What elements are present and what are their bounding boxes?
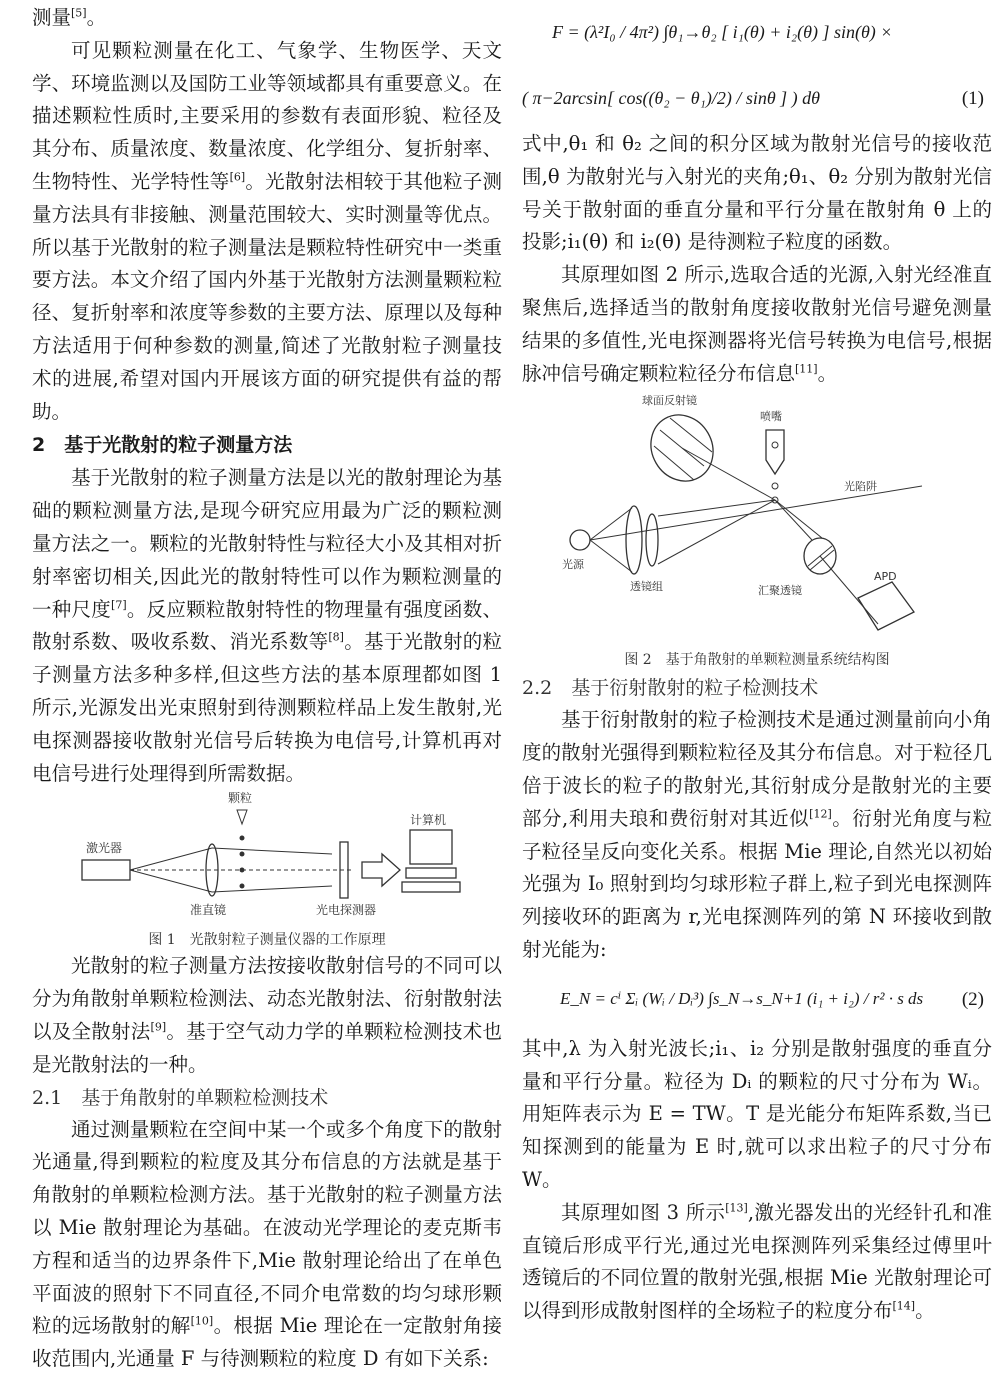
citation[interactable]: [14]	[892, 1299, 916, 1313]
arrow	[362, 854, 400, 886]
computer-monitor	[410, 830, 452, 864]
paragraph: 基于光散射的粒子测量方法是以光的散射理论为基础的颗粒测量方法,是现今研究应用最为广泛的颗粒测量方法之一。颗粒的光散射特性与粒径大小及其相对折射率密切相关,因此光的散射特性可以作为颗粒测量的一种尺度[7]。反应颗粒散射特性的物理量有强度函数、散射系数、吸收系数、消光系数等[8]。基于光散射的粒子测量方法多种多样,但这些方法的基本原理都如图 1 所示,光源发出光束照射到待测颗粒样品上发生散射,光电探测器接收散射光信号后转换为电信号,计算机再对电信号进行处理得到所需数据。	[32, 466, 502, 785]
citation[interactable]: [12]	[809, 807, 832, 821]
paragraph: 其原理如图 2 所示,选取合适的光源,入射光经准直聚焦后,选择适当的散射角度接收散射光信号避免测量结果的多值性,光电探测器将光信号转换为电信号,根据脉冲信号确定颗粒粒径分布信息[11]。	[522, 263, 992, 385]
citation[interactable]: [6]	[229, 170, 246, 184]
citation[interactable]: [8]	[328, 630, 344, 644]
citation[interactable]: [13]	[725, 1201, 748, 1215]
fig1-label-collimator: 准直镜	[190, 903, 227, 918]
paragraph: 光散射的粒子测量方法按接收散射信号的不同可以分为角散射单颗粒检测法、动态光散射法、衍射散射法以及全散射法[9]。基于空气动力学的单颗粒检测技术也是光散射法的一种。	[32, 954, 502, 1076]
apd-detector	[858, 582, 914, 630]
fig2-label-apd: APD	[874, 570, 897, 584]
fig2-label-source: 光源	[562, 558, 584, 572]
fig2-label-converge: 汇聚透镜	[758, 584, 802, 598]
paragraph: 式中,θ₁ 和 θ₂ 之间的积分区域为散射光信号的接收范围,θ 为散射光与入射光的夹角;θ₁、θ₂ 分别为散射光信号关于散射面的垂直分量和平行分量在散射角 θ 上的投影;i₁(θ) 和 i₂(θ) 是待测粒子粒度的函数。	[522, 132, 992, 254]
subsection-heading: 2.1 基于角散射的单颗粒检测技术	[32, 1086, 329, 1109]
subsection-heading: 2.2 基于衍射散射的粒子检测技术	[522, 677, 819, 700]
fig2-label-lensgroup: 透镜组	[630, 580, 663, 594]
citation[interactable]: [5]	[71, 6, 87, 20]
citation[interactable]: [7]	[111, 598, 127, 612]
equation-1-line-2: ( π−2arcsin[ cos((θ₂ − θ₁)/2) / sinθ ] ) dθ	[522, 88, 821, 108]
figure-2-diagram	[522, 390, 992, 645]
citation[interactable]: [10]	[190, 1314, 214, 1328]
section-heading: 2 基于光散射的粒子测量方法	[32, 434, 293, 457]
paragraph: 可见颗粒测量在化工、气象学、生物医学、天文学、环境监测以及国防工业等领域都具有重要意义。在描述颗粒性质时,主要采用的参数有表面形貌、粒径及其分布、质量浓度、数量浓度、化学组分、复折射率、生物特性、光学特性等[6]。光散射法相较于其他粒子测量方法具有非接触、测量范围较大、实时测量等优点。所以基于光散射的粒子测量法是颗粒特性研究中一类重要方法。本文介绍了国内外基于光散射方法测量颗粒粒径、复折射率和浓度等参数的主要方法、原理以及每种方法适用于何种参数的测量,简述了光散射粒子测量技术的进展,希望对国内开展该方面的研究提供有益的帮助。	[32, 38, 502, 423]
fig1-label-detector: 光电探测器	[316, 903, 377, 918]
paragraph: 其中,λ 为入射光波长;i₁、i₂ 分别是散射强度的垂直分量和平行分量。粒径为 Dᵢ 的颗粒的尺寸分布为 Wᵢ。用矩阵表示为 E = TW。T 是光能分布矩阵系数,当已知探测到的能量为 E 时,就可以求出粒子的尺寸分布 W。	[522, 1036, 992, 1191]
equation-2-body: E_N = cⁱ Σᵢ (Wᵢ / Dᵢ³) ∫s_N→s_N+1 (i₁ + i₂) / r² · s ds	[560, 988, 924, 1008]
nozzle	[237, 810, 247, 824]
fig1-label-laser: 激光器	[86, 841, 123, 856]
lens-group-1	[626, 506, 642, 574]
figure-1-caption: 图 1 光散射粒子测量仪器的工作原理	[148, 932, 386, 949]
figure-2-caption: 图 2 基于角散射的单颗粒测量系统结构图	[624, 652, 890, 669]
nozzle	[766, 430, 784, 474]
fig2-label-nozzle: 喷嘴	[760, 410, 782, 424]
citation[interactable]: [11]	[795, 362, 818, 376]
figure-1	[32, 790, 502, 950]
figure-2	[522, 390, 992, 672]
light-source	[570, 530, 590, 550]
laser-box	[82, 860, 130, 880]
paragraph: 通过测量颗粒在空间中某一个或多个角度下的散射光通量,得到颗粒的粒度及其分布信息的方法就是基于角散射的单颗粒检测方法。基于光散射的粒子测量方法以 Mie 散射理论为基础。在波动光学理论的麦克斯韦方程和适当的边界条件下,Mie 散射理论给出了在单色平面波的照射下不同直径,不同介电常数的均匀球形颗粒的远场散射的解[10]。根据 Mie 理论在一定散射角接收范围内,光通量 F 与待测颗粒的粒度 D 有如下关系:	[32, 1117, 502, 1371]
lens-group-2	[646, 514, 658, 566]
equation-1	[522, 0, 992, 128]
paragraph: 其原理如图 3 所示[13],激光器发出的光经针孔和准直镜后形成平行光,通过光电探测阵列采集经过傅里叶透镜后的不同位置的散射光强,根据 Mie 光散射理论可以得到形成散射图样的全场粒子的粒度分布[14]。	[522, 1200, 992, 1323]
paragraph: 基于衍射散射的粒子检测技术是通过测量前向小角度的散射光强得到颗粒粒径及其分布信息。对于粒径几倍于波长的粒子的散射光,其衍射成分是散射光的主要部分,利用夫琅和费衍射对其近似[12]。衍射光角度与粒子粒径呈反向变化关系。根据 Mie 理论,自然光以初始光强为 I₀ 照射到均匀球形粒子群上,粒子到光电探测阵列接收环的距离为 r,光电探测阵列的第 N 环接收到散射光能为:	[522, 708, 992, 961]
fig1-label-computer: 计算机	[410, 813, 447, 828]
left-column	[32, 0, 502, 1376]
paragraph: 测量[5]。	[32, 6, 107, 29]
citation[interactable]: [9]	[150, 1020, 167, 1034]
equation-number: (1)	[961, 88, 984, 109]
figure-1-diagram	[32, 790, 502, 925]
equation-2	[522, 973, 992, 1033]
right-column	[522, 0, 992, 1328]
fig1-label-particle: 颗粒	[228, 791, 253, 806]
equation-number: (2)	[961, 988, 984, 1010]
fig2-label-trap: 光陷阱	[844, 480, 877, 494]
fig2-label-mirror: 球面反射镜	[642, 394, 697, 408]
equation-1-line-1: F = (λ²I₀ / 4π²) ∫θ₁→θ₂ [ i₁(θ) + i₂(θ) ] sin(θ) ×	[552, 22, 893, 42]
